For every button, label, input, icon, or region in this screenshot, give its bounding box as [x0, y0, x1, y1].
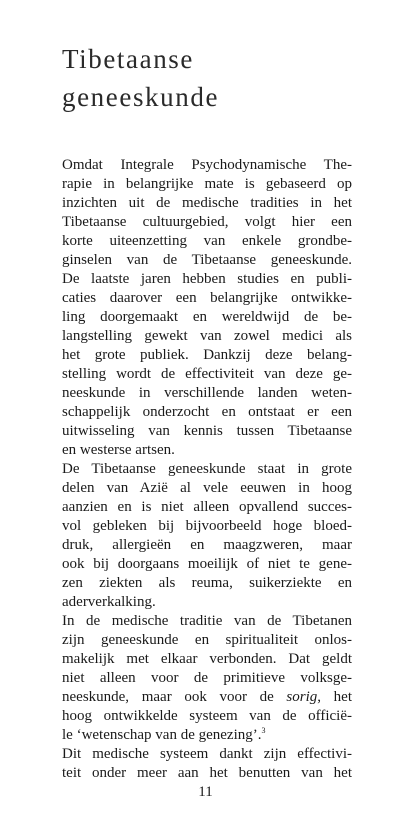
text-line: ling doorgemaakt en wereldwijd de be-	[62, 309, 352, 325]
text-line	[62, 726, 352, 745]
text-line: en westerse artsen.	[62, 442, 175, 458]
paragraph-4	[62, 745, 352, 783]
text-line: aderverkalking.	[62, 594, 156, 610]
text-line: het grote publiek. Dankzij deze belang-	[62, 347, 352, 363]
text-line: ginselen van de Tibetaanse geneeskunde.	[62, 252, 352, 268]
body-text	[62, 156, 352, 783]
text-line: inzichten uit de medische tradities in het	[62, 195, 352, 211]
text-line: aanzien en is niet alleen opvallend succes-	[62, 499, 352, 515]
text-line: caties daarover een belangrijke ontwikke-	[62, 290, 352, 306]
text-line: hoog ontwikkelde systeem van de officië-	[62, 708, 352, 724]
text-line: De laatste jaren hebben studies en publi-	[62, 271, 352, 287]
text-line: ook bij doorgaans moeilijk of niet te gene-	[62, 556, 352, 572]
text-line: Dit medische systeem dankt zijn effectivi-	[62, 746, 352, 762]
text-line: druk, allergieën en maagzweren, maar	[62, 537, 352, 553]
text-line: rapie in belangrijke mate is gebaseerd op	[62, 176, 352, 192]
text-line: korte uiteenzetting van enkele grondbe-	[62, 233, 352, 249]
page-number: 11	[198, 784, 213, 800]
text-line: delen van Azië al vele eeuwen in hoog	[62, 480, 352, 496]
chapter-title-line-1: Tibetaanse	[62, 44, 194, 74]
text-line: schappelijk onderzocht en ontstaat er een	[62, 404, 352, 420]
text-run: , het	[317, 689, 352, 705]
text-run: neeskunde, maar ook voor de	[62, 689, 287, 705]
text-line: niet alleen voor de primitieve volksge-	[62, 670, 352, 686]
paragraph-1	[62, 156, 352, 460]
text-line: neeskunde in verschillende landen weten-	[62, 385, 352, 401]
text-line: makelijk met elkaar verbonden. Dat geldt	[62, 651, 352, 667]
text-run: le ‘wetenschap van de genezing’.	[62, 727, 262, 743]
emphasis-sorig: sorig	[286, 689, 318, 705]
text-line: In de medische traditie van de Tibetanen	[62, 613, 352, 629]
text-line: Tibetaanse cultuurgebied, volgt hier een	[62, 214, 352, 230]
text-line: vol gebleken bij bijvoorbeeld hoge bloed-	[62, 518, 352, 534]
text-line: stelling wordt de effectiviteit van deze ge-	[62, 366, 352, 382]
paragraph-3	[62, 612, 352, 745]
paragraph-2	[62, 460, 352, 612]
text-line: zen ziekten als reuma, suikerziekte en	[62, 575, 352, 591]
text-line: zijn geneeskunde en spiritualiteit onlos-	[62, 632, 352, 648]
text-line: De Tibetaanse geneeskunde staat in grote	[62, 461, 352, 477]
text-line: Omdat Integrale Psychodynamische The-	[62, 157, 352, 173]
text-line: langstelling gewekt van zowel medici als	[62, 328, 352, 344]
footnote-marker: 3	[261, 726, 266, 735]
text-line: uitwisseling van kennis tussen Tibetaanse	[62, 423, 352, 439]
text-line	[62, 688, 352, 707]
chapter-title-line-2: geneeskunde	[62, 82, 220, 112]
text-line: teit onder meer aan het benutten van het	[62, 765, 352, 781]
chapter-title	[62, 40, 219, 116]
